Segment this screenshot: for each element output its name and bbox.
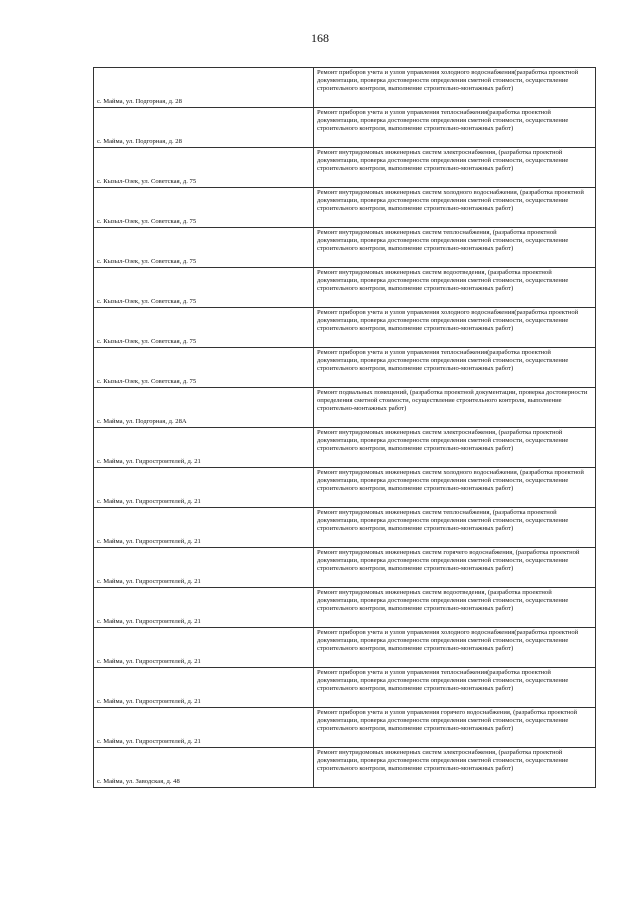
address-cell: с. Майма, ул. Гидростроителей, д. 21 [94, 428, 314, 468]
work-description-cell: Ремонт внутридомовых инженерных систем электроснабжения, (разработка проектной документации, проверка достоверности определения сметной стоимости, осуществление строительного контроля, выполнение строительно-монтажных работ) [314, 428, 596, 468]
address-cell: с. Майма, ул. Заводская, д. 48 [94, 748, 314, 788]
table-row [94, 468, 596, 508]
work-description-cell: Ремонт приборов учета и узлов управления горячего водоснабжения, (разработка проектной документации, проверка достоверности определения сметной стоимости, осуществление строительного контроля, выполнение строительно-монтажных работ) [314, 708, 596, 748]
work-description-cell: Ремонт приборов учета и узлов управления холодного водоснабжения(разработка проектной документации, проверка достоверности определения сметной стоимости, осуществление строительного контроля, выполнение строительно-монтажных работ) [314, 308, 596, 348]
table-row [94, 308, 596, 348]
address-cell: с. Майма, ул. Гидростроителей, д. 21 [94, 468, 314, 508]
address-cell: с. Кызыл-Озек, ул. Советская, д. 75 [94, 228, 314, 268]
page-number: 168 [311, 31, 329, 45]
work-description-cell: Ремонт внутридомовых инженерных систем электроснабжения, (разработка проектной документации, проверка достоверности определения сметной стоимости, осуществление строительного контроля, выполнение строительно-монтажных работ) [314, 148, 596, 188]
work-description-cell: Ремонт внутридомовых инженерных систем горячего водоснабжения, (разработка проектной документации, проверка достоверности определения сметной стоимости, осуществление строительного контроля, выполнение строительно-монтажных работ) [314, 548, 596, 588]
address-cell: с. Кызыл-Озек, ул. Советская, д. 75 [94, 148, 314, 188]
work-description-cell: Ремонт приборов учета и узлов управления холодного водоснабжения(разработка проектной документации, проверка достоверности определения сметной стоимости, осуществление строительного контроля, выполнение строительно-монтажных работ) [314, 628, 596, 668]
table-row [94, 668, 596, 708]
table-row [94, 708, 596, 748]
table-row [94, 268, 596, 308]
table-row [94, 188, 596, 228]
work-description-cell: Ремонт внутридомовых инженерных систем водоотведения, (разработка проектной документации, проверка достоверности определения сметной стоимости, осуществление строительного контроля, выполнение строительно-монтажных работ) [314, 268, 596, 308]
work-description-cell: Ремонт внутридомовых инженерных систем холодного водоснабжения, (разработка проектной документации, проверка достоверности определения сметной стоимости, осуществление строительного контроля, выполнение строительно-монтажных работ) [314, 188, 596, 228]
address-cell: с. Майма, ул. Гидростроителей, д. 21 [94, 508, 314, 548]
table-row [94, 388, 596, 428]
work-description-cell: Ремонт приборов учета и узлов управления теплоснабжения(разработка проектной документации, проверка достоверности определения сметной стоимости, осуществление строительного контроля, выполнение строительно-монтажных работ) [314, 668, 596, 708]
table-row [94, 68, 596, 108]
work-description-cell: Ремонт приборов учета и узлов управления теплоснабжения(разработка проектной документации, проверка достоверности определения сметной стоимости, осуществление строительного контроля, выполнение строительно-монтажных работ) [314, 348, 596, 388]
table-row [94, 428, 596, 468]
address-cell: с. Майма, ул. Гидростроителей, д. 21 [94, 628, 314, 668]
work-description-cell: Ремонт приборов учета и узлов управления теплоснабжения(разработка проектной документации, проверка достоверности определения сметной стоимости, осуществление строительного контроля, выполнение строительно-монтажных работ) [314, 108, 596, 148]
address-cell: с. Кызыл-Озек, ул. Советская, д. 75 [94, 348, 314, 388]
works-table [93, 67, 596, 788]
table-row [94, 548, 596, 588]
table-row [94, 348, 596, 388]
address-cell: с. Кызыл-Озек, ул. Советская, д. 75 [94, 188, 314, 228]
work-description-cell: Ремонт внутридомовых инженерных систем теплоснабжения, (разработка проектной документации, проверка достоверности определения сметной стоимости, осуществление строительного контроля, выполнение строительно-монтажных работ) [314, 508, 596, 548]
work-description-cell: Ремонт внутридомовых инженерных систем холодного водоснабжения, (разработка проектной документации, проверка достоверности определения сметной стоимости, осуществление строительного контроля, выполнение строительно-монтажных работ) [314, 468, 596, 508]
table-row [94, 628, 596, 668]
address-cell: с. Майма, ул. Гидростроителей, д. 21 [94, 588, 314, 628]
address-cell: с. Кызыл-Озек, ул. Советская, д. 75 [94, 268, 314, 308]
table-row [94, 508, 596, 548]
address-cell: с. Майма, ул. Подгорная, д. 28 [94, 68, 314, 108]
work-description-cell: Ремонт подвальных помещений, (разработка проектной документации, проверка достоверности определения сметной стоимости, осуществление строительного контроля, выполнение строительно-монтажных работ) [314, 388, 596, 428]
address-cell: с. Майма, ул. Подгорная, д. 28 [94, 108, 314, 148]
table-row [94, 588, 596, 628]
address-cell: с. Кызыл-Озек, ул. Советская, д. 75 [94, 308, 314, 348]
address-cell: с. Майма, ул. Гидростроителей, д. 21 [94, 708, 314, 748]
address-cell: с. Майма, ул. Гидростроителей, д. 21 [94, 668, 314, 708]
address-cell: с. Майма, ул. Гидростроителей, д. 21 [94, 548, 314, 588]
work-description-cell: Ремонт внутридомовых инженерных систем теплоснабжения, (разработка проектной документации, проверка достоверности определения сметной стоимости, осуществление строительного контроля, выполнение строительно-монтажных работ) [314, 228, 596, 268]
works-table-body [94, 68, 596, 788]
work-description-cell: Ремонт приборов учета и узлов управления холодного водоснабжения(разработка проектной документации, проверка достоверности определения сметной стоимости, осуществление строительного контроля, выполнение строительно-монтажных работ) [314, 68, 596, 108]
table-row [94, 228, 596, 268]
table-row [94, 108, 596, 148]
table-row [94, 148, 596, 188]
work-description-cell: Ремонт внутридомовых инженерных систем электроснабжения, (разработка проектной документации, проверка достоверности определения сметной стоимости, осуществление строительного контроля, выполнение строительно-монтажных работ) [314, 748, 596, 788]
work-description-cell: Ремонт внутридомовых инженерных систем водоотведения, (разработка проектной документации, проверка достоверности определения сметной стоимости, осуществление строительного контроля, выполнение строительно-монтажных работ) [314, 588, 596, 628]
table-row [94, 748, 596, 788]
address-cell: с. Майма, ул. Подгорная, д. 28А [94, 388, 314, 428]
